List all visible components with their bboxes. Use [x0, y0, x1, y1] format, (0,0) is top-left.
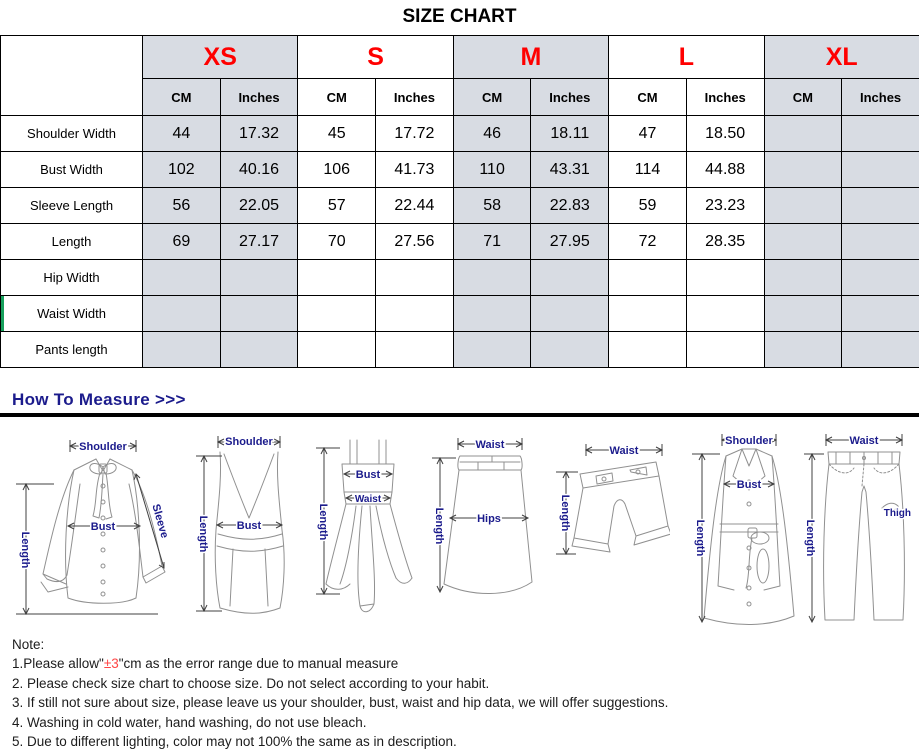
value-cell [842, 224, 919, 260]
value-cell: 41.73 [376, 152, 454, 188]
unit-header-cm: CM [298, 79, 376, 116]
value-cell: 110 [453, 152, 531, 188]
value-cell [764, 152, 842, 188]
value-cell: 17.72 [376, 116, 454, 152]
table-row [1, 188, 919, 224]
size-chart-table [0, 35, 919, 368]
row-label: Sleeve Length [1, 188, 143, 224]
row-label: Length [1, 224, 143, 260]
value-cell [376, 260, 454, 296]
value-cell: 44 [143, 116, 221, 152]
unit-header-inches: Inches [531, 79, 609, 116]
table-row [1, 116, 919, 152]
size-header-l: L [609, 36, 764, 79]
how-to-measure-heading: How To Measure >>> [12, 390, 186, 409]
value-cell: 27.56 [376, 224, 454, 260]
value-cell: 57 [298, 188, 376, 224]
value-cell [609, 332, 687, 368]
dress-waist-label: Waist [354, 494, 382, 505]
value-cell: 47 [609, 116, 687, 152]
value-cell [842, 332, 919, 368]
jeans-length-label: Length [804, 519, 816, 557]
value-cell: 22.83 [531, 188, 609, 224]
row-label-selected: Waist Width [1, 296, 143, 332]
value-cell [764, 224, 842, 260]
page-title: SIZE CHART [402, 6, 517, 27]
blouse-figure [8, 426, 193, 631]
jeans-waist-label: Waist [849, 435, 879, 447]
row-label: Hip Width [1, 260, 143, 296]
value-cell [764, 116, 842, 152]
value-cell: 17.32 [220, 116, 298, 152]
value-cell: 70 [298, 224, 376, 260]
value-cell [764, 188, 842, 224]
tank-bust-label: Bust [236, 520, 262, 532]
coat-length-label: Length [694, 519, 706, 557]
value-cell [143, 296, 221, 332]
value-cell [764, 296, 842, 332]
value-cell [220, 332, 298, 368]
shorts-drawing [572, 462, 670, 552]
value-cell: 106 [298, 152, 376, 188]
unit-header-inches: Inches [376, 79, 454, 116]
value-cell: 22.44 [376, 188, 454, 224]
table-row [1, 332, 919, 368]
value-cell [842, 116, 919, 152]
measurement-figures [0, 424, 919, 634]
size-header-s: S [298, 36, 453, 79]
value-cell [298, 332, 376, 368]
value-cell [842, 152, 919, 188]
value-cell: 59 [609, 188, 687, 224]
value-cell: 72 [609, 224, 687, 260]
value-cell [376, 332, 454, 368]
coat-bust-label: Bust [736, 479, 762, 491]
value-cell [298, 260, 376, 296]
tank-length-label: Length [197, 515, 209, 553]
value-cell [453, 296, 531, 332]
note-line-4: 4. Washing in cold water, hand washing, do not use bleach. [12, 714, 367, 730]
notes-heading: Note: [12, 637, 45, 652]
jeans-figure [798, 426, 917, 631]
value-cell [220, 296, 298, 332]
value-cell: 27.95 [531, 224, 609, 260]
divider-line [0, 413, 919, 417]
value-cell [298, 296, 376, 332]
table-row [1, 224, 919, 260]
value-cell: 27.17 [220, 224, 298, 260]
row-label: Shoulder Width [1, 116, 143, 152]
value-cell [531, 296, 609, 332]
value-cell: 28.35 [686, 224, 764, 260]
value-cell: 44.88 [686, 152, 764, 188]
value-cell [842, 188, 919, 224]
table-row [1, 296, 919, 332]
value-cell: 58 [453, 188, 531, 224]
value-cell: 69 [143, 224, 221, 260]
note-line-5: 5. Due to different lighting, color may not 100% the same as in description. [12, 734, 457, 750]
dress-bust-label: Bust [355, 469, 381, 481]
unit-header-cm: CM [609, 79, 687, 116]
size-header-xl: XL [764, 36, 919, 79]
jeans-drawing [824, 452, 905, 620]
blouse-bust-label: Bust [90, 521, 116, 533]
blouse-shoulder-label: Shoulder [79, 441, 127, 453]
value-cell: 45 [298, 116, 376, 152]
value-cell: 56 [143, 188, 221, 224]
note-line-1 [12, 654, 912, 673]
value-cell: 18.11 [531, 116, 609, 152]
skirt-waist-label: Waist [475, 439, 505, 451]
note1-highlight: ±3 [103, 656, 119, 672]
value-cell: 46 [453, 116, 531, 152]
value-cell [764, 332, 842, 368]
notes-section [12, 635, 912, 751]
value-cell [220, 260, 298, 296]
size-header-xs: XS [143, 36, 298, 79]
value-cell [376, 296, 454, 332]
value-cell [609, 260, 687, 296]
value-cell: 114 [609, 152, 687, 188]
dress-figure [312, 426, 422, 631]
table-row [1, 260, 919, 296]
shorts-figure [550, 426, 670, 631]
coat-drawing [704, 449, 794, 625]
skirt-length-label: Length [433, 507, 445, 545]
value-cell [842, 260, 919, 296]
size-header-row [1, 36, 919, 79]
value-cell: 43.31 [531, 152, 609, 188]
jeans-thigh-label: Thigh [883, 508, 911, 519]
unit-header-inches: Inches [842, 79, 919, 116]
note-line-3: 3. If still not sure about size, please leave us your shoulder, bust, waist and hip data, we will offer suggestions. [12, 695, 669, 711]
value-cell: 18.50 [686, 116, 764, 152]
blouse-sleeve-label: Sleeve [149, 502, 171, 540]
unit-header-cm: CM [453, 79, 531, 116]
note1-post: "cm as the error range due to manual measure [118, 656, 399, 672]
tank-top-drawing [215, 452, 284, 613]
value-cell [686, 260, 764, 296]
note-line-2: 2. Please check size chart to choose size. Do not select according to your habit. [12, 675, 490, 691]
value-cell [609, 296, 687, 332]
size-header-m: M [453, 36, 608, 79]
tank-top-figure [192, 426, 302, 631]
value-cell [686, 332, 764, 368]
row-label: Bust Width [1, 152, 143, 188]
note1-pre: 1.Please allow" [12, 656, 104, 672]
skirt-hips-label: Hips [477, 513, 501, 525]
skirt-figure [430, 426, 545, 631]
unit-header-cm: CM [764, 79, 842, 116]
table-row [1, 152, 919, 188]
value-cell: 23.23 [686, 188, 764, 224]
unit-header-inches: Inches [686, 79, 764, 116]
value-cell: 22.05 [220, 188, 298, 224]
shorts-length-label: Length [559, 494, 571, 532]
unit-header-inches: Inches [220, 79, 298, 116]
dress-length-label: Length [317, 503, 329, 541]
value-cell [143, 332, 221, 368]
corner-cell [1, 36, 143, 116]
value-cell [531, 332, 609, 368]
value-cell [453, 332, 531, 368]
value-cell: 71 [453, 224, 531, 260]
value-cell: 40.16 [220, 152, 298, 188]
coat-shoulder-label: Shoulder [725, 435, 773, 447]
value-cell [143, 260, 221, 296]
value-cell [764, 260, 842, 296]
row-label: Pants length [1, 332, 143, 368]
shorts-waist-label: Waist [609, 445, 639, 457]
unit-header-cm: CM [143, 79, 221, 116]
value-cell [453, 260, 531, 296]
value-cell [531, 260, 609, 296]
value-cell [842, 296, 919, 332]
value-cell [686, 296, 764, 332]
value-cell: 102 [143, 152, 221, 188]
dress-drawing [326, 440, 412, 612]
tank-shoulder-label: Shoulder [225, 436, 273, 448]
blouse-length-label: Length [19, 531, 31, 569]
